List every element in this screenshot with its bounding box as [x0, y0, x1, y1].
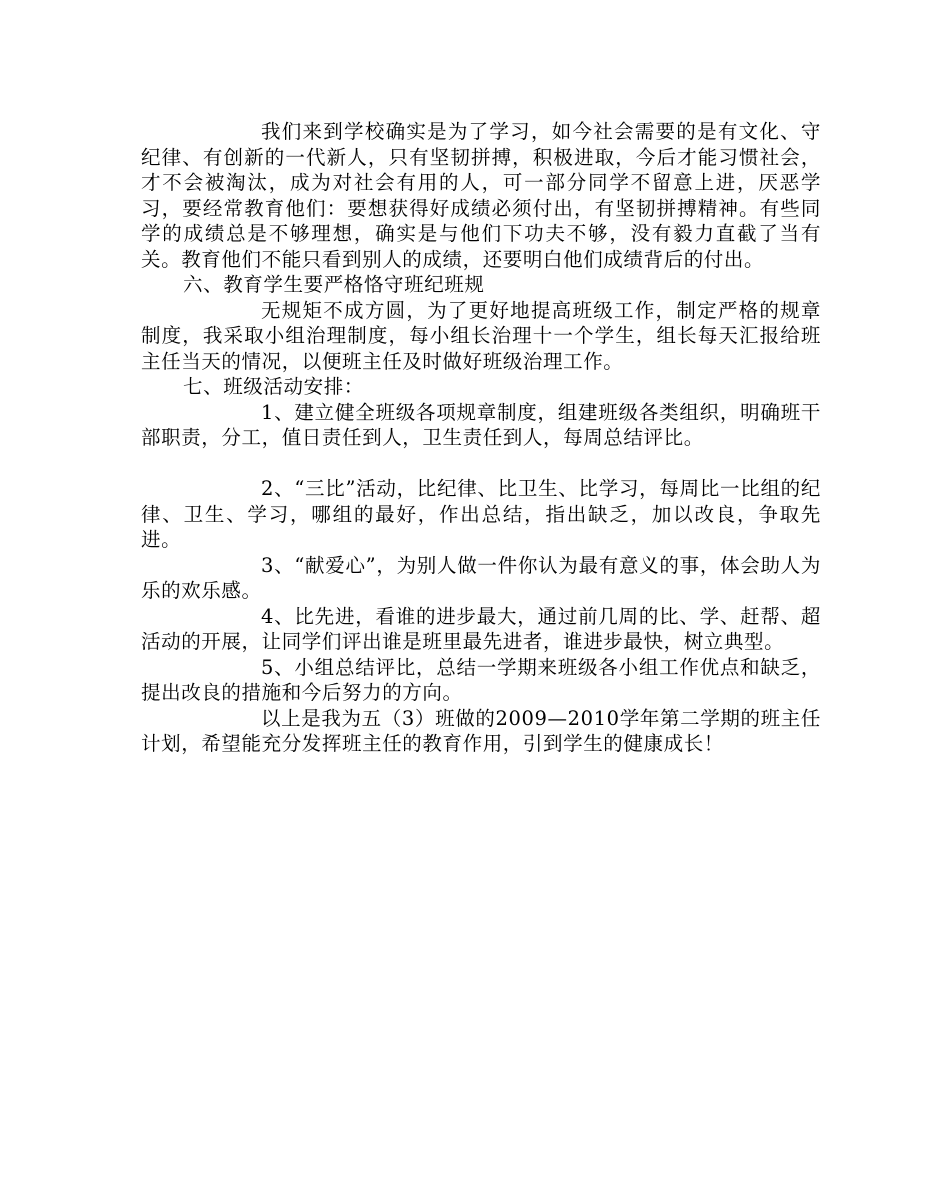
- activity-item-5: 5、小组总结评比，总结一学期来班级各小组工作优点和缺乏，提出改良的措施和今后努力的方向。: [141, 655, 821, 704]
- paragraph-class-rules: 无规矩不成方圆，为了更好地提高班级工作，制定严格的规章制度，我采取小组治理制度，每小组长治理十一个学生，组长每天汇报给班主任当天的情况，以便班主任及时做好班级治理工作。: [141, 298, 821, 373]
- paragraph-study-motivation: 我们来到学校确实是为了学习，如今社会需要的是有文化、守纪律、有创新的一代新人，只有坚韧拼搏，积极进取，今后才能习惯社会，才不会被淘汰，成为对社会有用的人，可一部分同学不留意上进，厌恶学习，要经常教育他们：要想获得好成绩必须付出，有坚韧拼搏精神。有些同学的成绩总是不够理想，确实是与他们下功夫不够，没有毅力直截了当有关。教育他们不能只看到别人的成绩，还要明白他们成绩背后的付出。: [141, 120, 821, 271]
- activity-item-2: 2、“三比”活动，比纪律、比卫生、比学习，每周比一比组的纪律、卫生、学习，哪组的最好，作出总结，指出缺乏，加以改良，争取先进。: [141, 477, 821, 551]
- blank-line: [141, 451, 821, 477]
- section-heading-seven: 七、班级活动安排：: [183, 375, 364, 398]
- section-heading-six: 六、教育学生要严格恪守班纪班规: [183, 273, 485, 296]
- document-body: [141, 119, 821, 757]
- closing-paragraph: 以上是我为五（3）班做的2009—2010学年第二学期的班主任计划，希望能充分发挥班主任的教育作用，引到学生的健康成长！: [141, 706, 821, 755]
- activity-item-4: 4、比先进，看谁的进步最大，通过前几周的比、学、赶帮、超活动的开展，让同学们评出谁是班里最先进者，谁进步最快，树立典型。: [141, 604, 821, 653]
- activity-item-1: 1、建立健全班级各项规章制度，组建班级各类组织，明确班干部职责，分工，值日责任到人，卫生责任到人，每周总结评比。: [141, 400, 821, 449]
- activity-item-3: 3、“献爱心”，为别人做一件你认为最有意义的事，体会助人为乐的欢乐感。: [141, 553, 821, 602]
